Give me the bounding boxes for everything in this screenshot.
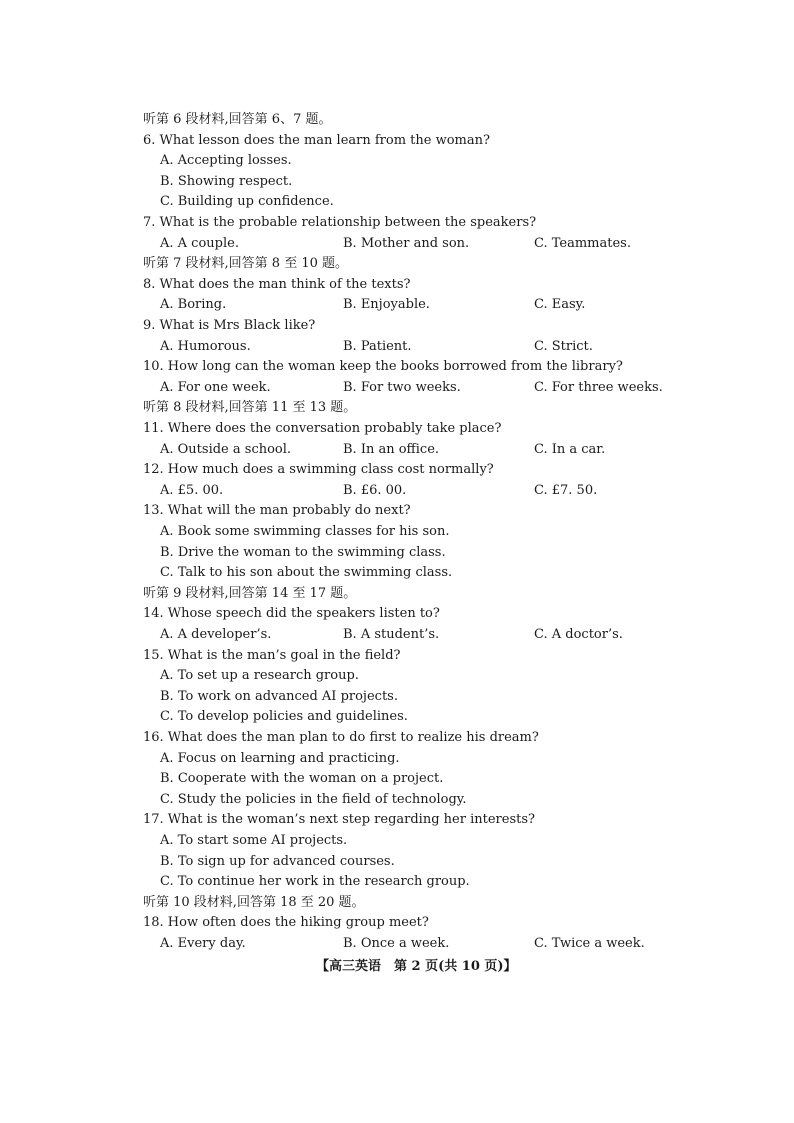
answer-option-a: A. Humorous. <box>160 338 251 354</box>
section-instruction <box>0 584 794 604</box>
section-instruction <box>0 254 794 274</box>
answer-option: A. Accepting losses. <box>160 153 292 169</box>
answer-option: A. To set up a research group. <box>160 668 359 684</box>
answer-option-line <box>0 543 794 563</box>
answer-option-line <box>0 749 794 769</box>
section-instruction <box>0 893 794 913</box>
question-text: 15. What is the man’s goal in the field? <box>143 647 401 663</box>
question-text: 9. What is Mrs Black like? <box>143 318 316 333</box>
question-text: 16. What does the man plan to do first to realize his dream? <box>143 730 539 745</box>
answer-option-line <box>0 687 794 707</box>
question-stem <box>0 501 794 521</box>
answer-option-line <box>0 872 794 892</box>
section-instruction <box>0 398 794 418</box>
answer-option-a: A. A couple. <box>160 235 239 251</box>
answer-option: B. Drive the woman to the swimming class. <box>160 544 446 560</box>
section-instruction-text: 听第 7 段材料,回答第 8 至 10 题。 <box>143 256 349 272</box>
answer-option: B. To work on advanced AI projects. <box>160 688 398 704</box>
question-stem <box>0 275 794 295</box>
question-text: 17. What is the woman’s next step regarding her interests? <box>143 812 535 828</box>
question-text: 13. What will the man probably do next? <box>143 503 411 519</box>
answer-option: C. Building up confidence. <box>160 194 334 210</box>
answer-option-b: B. Mother and son. <box>343 235 470 251</box>
question-stem <box>0 357 794 377</box>
answer-option-c: C. Teammates. <box>534 235 631 251</box>
answer-option-c: C. A doctor’s. <box>534 627 623 642</box>
answer-option-c: C. Strict. <box>534 338 593 354</box>
answer-option-line <box>0 172 794 192</box>
answer-options-row <box>0 481 794 501</box>
answer-options-row <box>0 934 794 954</box>
answer-option-a: A. A developer’s. <box>160 627 272 642</box>
answer-option-b: B. Enjoyable. <box>343 297 430 313</box>
answer-option-c: C. Twice a week. <box>534 936 645 951</box>
answer-option: A. To start some AI projects. <box>160 833 348 848</box>
answer-option-c: C. Easy. <box>534 297 586 313</box>
answer-option-b: B. A student’s. <box>343 627 440 642</box>
section-instruction-text: 听第 8 段材料,回答第 11 至 13 题。 <box>143 400 357 416</box>
answer-option-a: A. £5. 00. <box>160 482 224 498</box>
section-instruction-text: 听第 6 段材料,回答第 6、7 题。 <box>143 112 332 127</box>
question-text: 11. Where does the conversation probably take place? <box>143 421 502 436</box>
section-instruction-text: 听第 10 段材料,回答第 18 至 20 题。 <box>143 894 365 910</box>
answer-options-row <box>0 337 794 357</box>
section-instruction <box>0 110 794 130</box>
question-text: 7. What is the probable relationship between the speakers? <box>143 215 537 230</box>
answer-option-line <box>0 563 794 583</box>
question-text: 12. How much does a swimming class cost normally? <box>143 462 494 478</box>
answer-option-line <box>0 522 794 542</box>
answer-option-a: A. Boring. <box>160 297 227 313</box>
question-text: 14. Whose speech did the speakers listen to? <box>143 606 440 622</box>
answer-option-b: B. Once a week. <box>343 936 450 951</box>
answer-option-c: C. In a car. <box>534 441 606 457</box>
answer-option-b: B. For two weeks. <box>343 379 461 395</box>
answer-options-row <box>0 440 794 460</box>
section-instruction-text: 听第 9 段材料,回答第 14 至 17 题。 <box>143 585 357 601</box>
answer-options-row <box>0 378 794 398</box>
answer-option: A. Focus on learning and practicing. <box>160 750 400 766</box>
question-stem <box>0 728 794 748</box>
answer-option-line <box>0 790 794 810</box>
answer-option-line <box>0 192 794 212</box>
answer-option-b: B. In an office. <box>343 441 440 457</box>
question-stem <box>0 604 794 624</box>
answer-option: B. To sign up for advanced courses. <box>160 853 395 869</box>
answer-option-a: A. Every day. <box>160 936 246 951</box>
question-stem <box>0 419 794 439</box>
question-text: 10. How long can the woman keep the books borrowed from the library? <box>143 359 623 375</box>
answer-option-line <box>0 852 794 872</box>
answer-option: C. Talk to his son about the swimming class. <box>160 565 453 581</box>
answer-option-line <box>0 707 794 727</box>
answer-options-row <box>0 234 794 254</box>
answer-option-b: B. Patient. <box>343 338 412 354</box>
answer-option-c: C. £7. 50. <box>534 482 598 498</box>
question-stem <box>0 646 794 666</box>
answer-option-a: A. Outside a school. <box>160 441 292 457</box>
answer-options-row <box>0 625 794 645</box>
answer-option-line <box>0 151 794 171</box>
answer-option: B. Cooperate with the woman on a project. <box>160 771 444 787</box>
answer-option: C. To continue her work in the research group. <box>160 874 470 890</box>
question-stem <box>0 316 794 336</box>
answer-option-line <box>0 666 794 686</box>
question-text: 8. What does the man think of the texts? <box>143 276 411 292</box>
question-stem <box>0 460 794 480</box>
answer-option-c: C. For three weeks. <box>534 379 663 395</box>
answer-options-row <box>0 295 794 315</box>
question-text: 18. How often does the hiking group meet? <box>143 915 429 931</box>
question-stem <box>0 913 794 933</box>
answer-option-a: A. For one week. <box>160 379 271 395</box>
question-stem <box>0 131 794 151</box>
answer-option-line <box>0 831 794 851</box>
answer-option: A. Book some swimming classes for his son. <box>160 524 450 539</box>
page-footer: 【高三英语 第 2 页(共 10 页)】 <box>316 959 517 974</box>
answer-option: B. Showing respect. <box>160 173 293 189</box>
question-text: 6. What lesson does the man learn from the woman? <box>143 132 490 148</box>
question-stem <box>0 810 794 830</box>
answer-option: C. Study the policies in the field of technology. <box>160 791 467 807</box>
question-stem <box>0 213 794 233</box>
answer-option: C. To develop policies and guidelines. <box>160 709 408 725</box>
answer-option-line <box>0 769 794 789</box>
answer-option-b: B. £6. 00. <box>343 482 407 498</box>
